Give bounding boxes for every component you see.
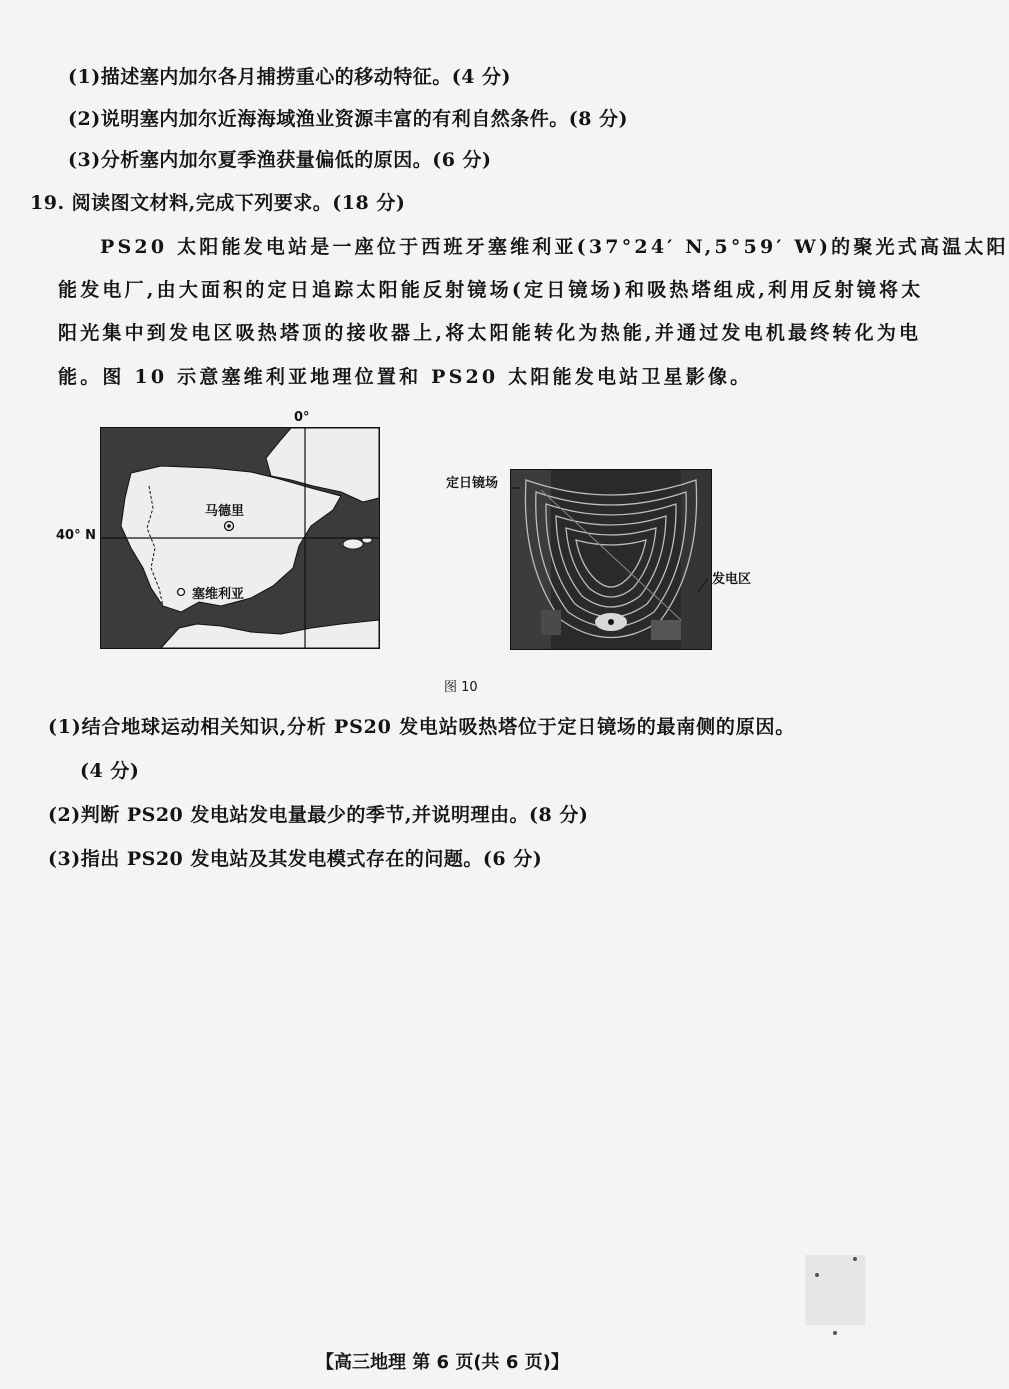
seville-label: 塞维利亚 [192, 587, 245, 602]
scan-smudge [795, 1245, 885, 1345]
power-area-label: 发电区 [712, 572, 752, 587]
mirror-field-label: 定日镜场 [446, 476, 499, 491]
madrid-label: 马德里 [205, 504, 245, 519]
prev-question-2: (2)说明塞内加尔近海海域渔业资源丰富的有利自然条件。(8 分) [68, 108, 629, 130]
sub-question-2: (2)判断 PS20 发电站发电量最少的季节,并说明理由。(8 分) [48, 804, 589, 826]
prev-question-1: (1)描述塞内加尔各月捕捞重心的移动特征。(4 分) [68, 66, 512, 88]
latitude-label: 40° N [56, 528, 96, 543]
prev-question-3: (3)分析塞内加尔夏季渔获量偏低的原因。(6 分) [68, 149, 492, 171]
longitude-label: 0° [294, 410, 310, 425]
material-paragraph-line-1: PS20 太阳能发电站是一座位于西班牙塞维利亚(37°24′ N,5°59′ W)的聚光式高温太阳 [100, 236, 1009, 258]
sub-question-1: (1)结合地球运动相关知识,分析 PS20 发电站吸热塔位于定日镜场的最南侧的原因。 [48, 716, 796, 738]
iberia-location-map [100, 427, 380, 649]
leader-lines [440, 470, 760, 610]
sub-question-3: (3)指出 PS20 发电站及其发电模式存在的问题。(6 分) [48, 848, 543, 870]
question-19-heading: 19. 阅读图文材料,完成下列要求。(18 分) [30, 192, 406, 214]
page-footer: 【高三地理 第 6 页(共 6 页)】 [316, 1352, 569, 1373]
material-paragraph-line-4: 能。图 10 示意塞维利亚地理位置和 PS20 太阳能发电站卫星影像。 [58, 366, 753, 388]
material-paragraph-line-3: 阳光集中到发电区吸热塔顶的接收器上,将太阳能转化为热能,并通过发电机最终转化为电 [58, 322, 922, 344]
material-paragraph-line-2: 能发电厂,由大面积的定日追踪太阳能反射镜场(定日镜场)和吸热塔组成,利用反射镜将太 [58, 279, 924, 301]
sub-question-1-score: (4 分) [80, 760, 140, 782]
figure-caption: 图 10 [444, 680, 478, 695]
